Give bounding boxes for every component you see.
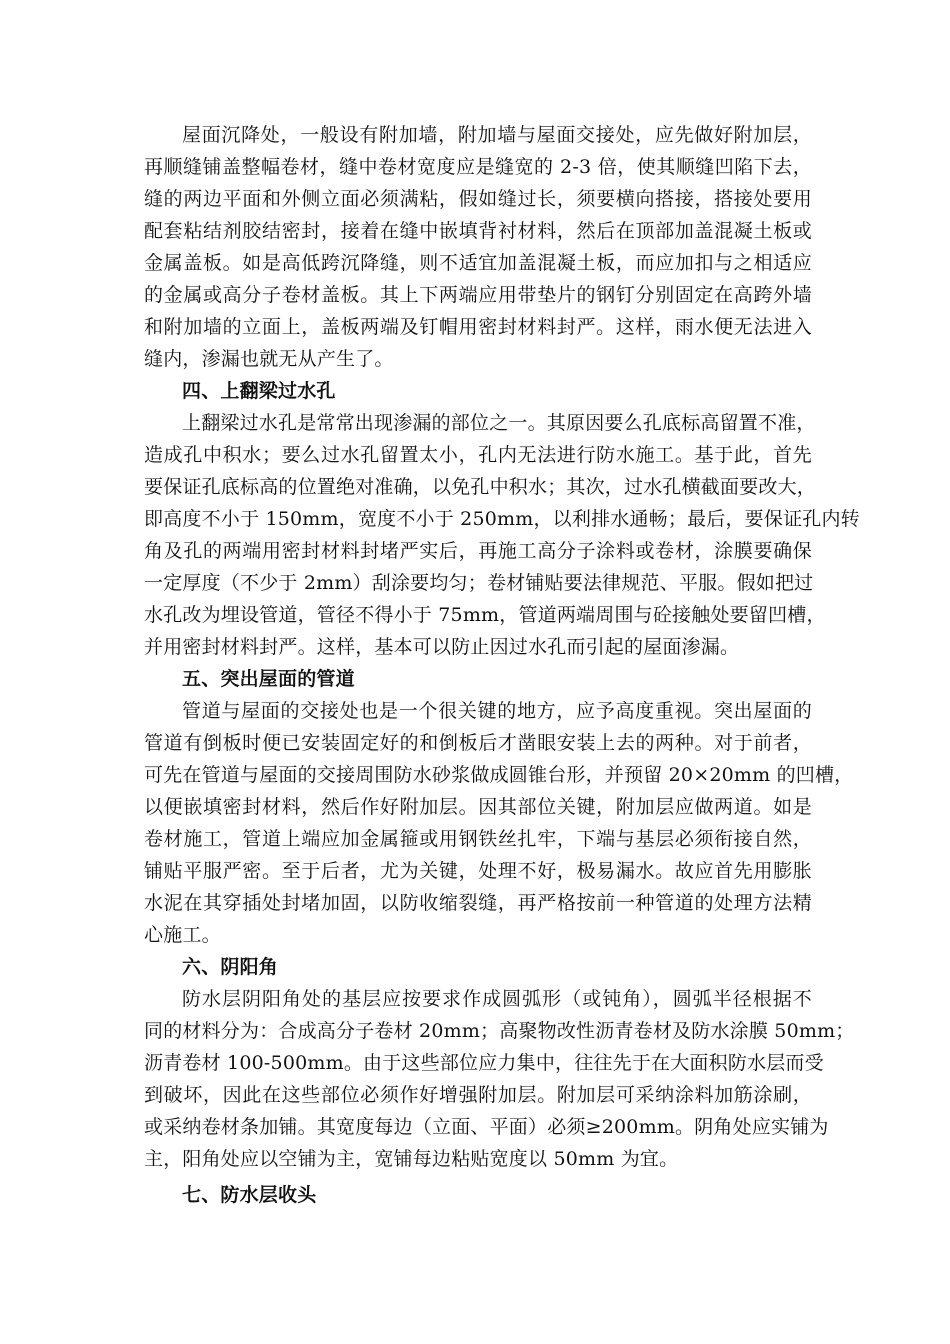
paragraph-line: 再顺缝铺盖整幅卷材，缝中卷材宽度应是缝宽的 2-3 倍，使其顺缝凹陷下去， xyxy=(144,156,812,178)
paragraph-line: 以便嵌填密封材料，然后作好附加层。因其部位关键，附加层应做两道。如是 xyxy=(144,796,812,818)
section-heading: 五、突出屋面的管道 xyxy=(182,668,355,690)
paragraph-line: 缝的两边平面和外侧立面必须满粘，假如缝过长，须要横向搭接，搭接处要用 xyxy=(144,188,812,210)
paragraph-line: 金属盖板。如是高低跨沉降缝，则不适宜加盖混凝土板，而应加扣与之相适应 xyxy=(144,252,812,274)
section-heading: 七、防水层收头 xyxy=(182,1184,317,1206)
paragraph-line: 即高度不小于 150mm，宽度不小于 250mm，以利排水通畅；最后，要保证孔内转 xyxy=(144,508,860,530)
paragraph-line: 管道与屋面的交接处也是一个很关键的地方，应予高度重视。突出屋面的 xyxy=(182,700,812,722)
paragraph-line: 的金属或高分子卷材盖板。其上下两端应用带垫片的钢钉分别固定在高跨外墙 xyxy=(144,284,812,306)
paragraph-line: 或采纳卷材条加铺。其宽度每边（立面、平面）必须≥200mm。阴角处应实铺为 xyxy=(144,1116,829,1138)
paragraph-line: 要保证孔底标高的位置绝对准确，以免孔中积水；其次，过水孔横截面要改大， xyxy=(144,476,817,498)
paragraph-line: 卷材施工，管道上端应加金属箍或用钢铁丝扎牢，下端与基层必须衔接自然， xyxy=(144,828,812,850)
paragraph-line: 到破坏，因此在这些部位必须作好增强附加层。附加层可采纳涂料加筋涂刷， xyxy=(144,1084,812,1106)
paragraph-line: 一定厚度（不少于 2mm）刮涂要均匀；卷材铺贴要法律规范、平服。假如把过 xyxy=(144,572,814,594)
section-heading: 四、上翻梁过水孔 xyxy=(182,380,336,402)
paragraph-line: 铺贴平服严密。至于后者，尤为关键，处理不好，极易漏水。故应首先用膨胀 xyxy=(144,860,812,882)
paragraph-line: 可先在管道与屋面的交接周围防水砂浆做成圆锥台形，并预留 20×20mm 的凹槽， xyxy=(144,764,854,786)
paragraph-line: 上翻梁过水孔是常常出现渗漏的部位之一。其原因要么孔底标高留置不准， xyxy=(182,412,816,434)
paragraph-line: 心施工。 xyxy=(144,924,221,946)
paragraph-line: 同的材料分为：合成高分子卷材 20mm；高聚物改性沥青卷材及防水涂膜 50mm； xyxy=(144,1020,855,1042)
paragraph-line: 并用密封材料封严。这样，基本可以防止因过水孔而引起的屋面渗漏。 xyxy=(144,636,740,658)
paragraph-line: 防水层阴阳角处的基层应按要求作成圆弧形（或钝角），圆弧半径根据不 xyxy=(182,988,812,1010)
paragraph-line: 缝内，渗漏也就无从产生了。 xyxy=(144,348,394,370)
paragraph-line: 管道有倒板时便已安装固定好的和倒板后才凿眼安装上去的两种。对于前者， xyxy=(144,732,812,754)
paragraph-line: 主，阳角处应以空铺为主，宽铺每边粘贴宽度以 50mm 为宜。 xyxy=(144,1148,679,1170)
paragraph-line: 屋面沉降处，一般设有附加墙，附加墙与屋面交接处，应先做好附加层， xyxy=(182,124,812,146)
paragraph-line: 水孔改为埋设管道，管径不得小于 75mm，管道两端周围与砼接触处要留凹槽， xyxy=(144,604,826,626)
section-heading: 六、阴阳角 xyxy=(182,956,279,978)
paragraph-line: 沥青卷材 100-500mm。由于这些部位应力集中，往往先于在大面积防水层而受 xyxy=(144,1052,824,1074)
paragraph-line: 角及孔的两端用密封材料封堵严实后，再施工高分子涂料或卷材，涂膜要确保 xyxy=(144,540,812,562)
paragraph-line: 和附加墙的立面上，盖板两端及钉帽用密封材料封严。这样，雨水便无法进入 xyxy=(144,316,812,338)
paragraph-line: 造成孔中积水；要么过水孔留置太小，孔内无法进行防水施工。基于此，首先 xyxy=(144,444,812,466)
paragraph-line: 配套粘结剂胶结密封，接着在缝中嵌填背衬材料，然后在顶部加盖混凝土板或 xyxy=(144,220,812,242)
paragraph-line: 水泥在其穿插处封堵加固，以防收缩裂缝，再严格按前一种管道的处理方法精 xyxy=(144,892,812,914)
